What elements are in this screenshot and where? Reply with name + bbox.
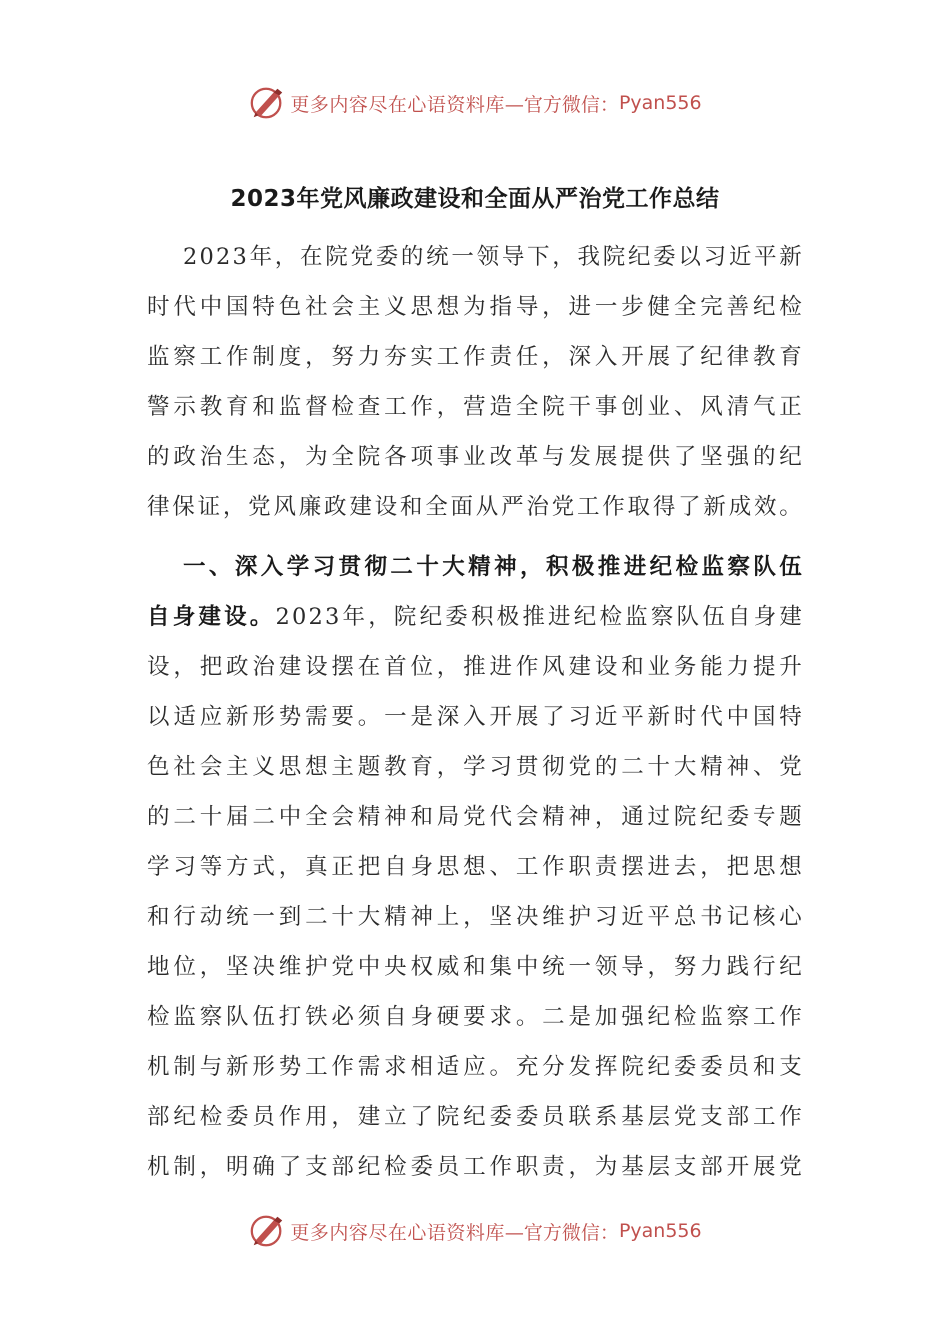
banner-separator: —官方微信： [504, 1221, 619, 1244]
section-1-heading-end: 自身建设。 [147, 604, 276, 630]
paragraph-line: 地位，坚决维护党中央权威和集中统一领导，努力践行纪 [147, 954, 804, 980]
pen-logo-icon [248, 1212, 286, 1250]
paragraph-line: 警示教育和监督检查工作，营造全院干事创业、风清气正 [147, 394, 804, 420]
banner-separator: —官方微信： [504, 93, 619, 116]
pen-logo-icon [248, 84, 286, 122]
paragraph-line: 机制与新形势工作需求相适应。充分发挥院纪委委员和支 [147, 1054, 804, 1080]
paragraph-line: 以适应新形势需要。一是深入开展了习近平新时代中国特 [147, 704, 804, 730]
paragraph-line: 学习等方式，真正把自身思想、工作职责摆进去，把思想 [147, 854, 804, 880]
paragraph-line: 律保证，党风廉政建设和全面从严治党工作取得了新成效。 [147, 494, 804, 520]
paragraph-line: 2023年，在院党委的统一领导下，我院纪委以习近平新 [183, 244, 804, 270]
paragraph-line: 设，把政治建设摆在首位，推进作风建设和业务能力提升 [147, 654, 804, 680]
banner-wechat-id: Pyan556 [618, 1220, 702, 1242]
paragraph-line: 的二十届二中全会精神和局党代会精神，通过院纪委专题 [147, 804, 804, 830]
paragraph-line: 检监察队伍打铁必须自身硬要求。二是加强纪检监察工作 [147, 1004, 804, 1030]
paragraph-line: 机制，明确了支部纪检委员工作职责，为基层支部开展党 [147, 1154, 804, 1180]
section-1-heading: 一、深入学习贯彻二十大精神，积极推进纪检监察队伍 [183, 554, 804, 580]
paragraph-line: 监察工作制度，努力夯实工作责任，深入开展了纪律教育 [147, 344, 804, 370]
section-1-text: 2023年，院纪委积极推进纪检监察队伍自身建 [275, 604, 804, 630]
footer-watermark-banner [0, 1211, 950, 1251]
banner-wechat-id: Pyan556 [618, 92, 702, 114]
paragraph-line: 部纪检委员作用，建立了院纪委委员联系基层党支部工作 [147, 1104, 804, 1130]
banner-text: 更多内容尽在心语资料库 [290, 1221, 505, 1244]
section-1-paragraph [147, 542, 804, 1192]
header-watermark-banner [0, 83, 950, 123]
paragraph-line: 和行动统一到二十大精神上，坚决维护习近平总书记核心 [147, 904, 804, 930]
document-title: 2023年党风廉政建设和全面从严治党工作总结 [230, 186, 720, 212]
intro-paragraph [147, 232, 804, 532]
paragraph-line: 时代中国特色社会主义思想为指导，进一步健全完善纪检 [147, 294, 804, 320]
paragraph-line [147, 592, 804, 642]
banner-text: 更多内容尽在心语资料库 [290, 93, 505, 116]
paragraph-line: 的政治生态，为全院各项事业改革与发展提供了坚强的纪 [147, 444, 804, 470]
paragraph-line: 色社会主义思想主题教育，学习贯彻党的二十大精神、党 [147, 754, 804, 780]
